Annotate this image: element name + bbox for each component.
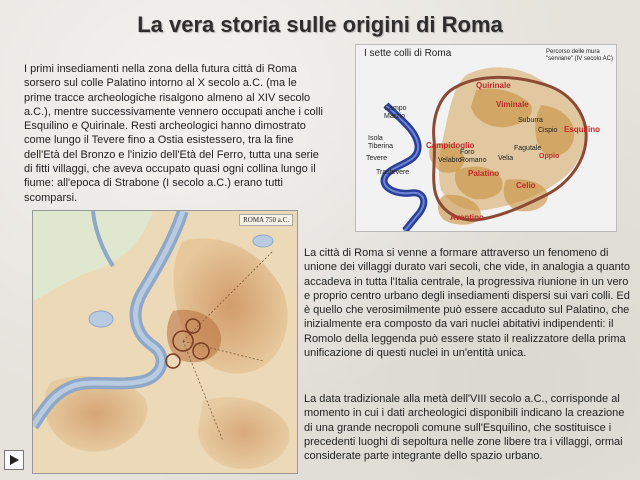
label-campo-marzio: Campo Marzio <box>384 105 407 120</box>
label-isola-tiberina: Isola Tiberina <box>368 135 394 150</box>
traditional-date-paragraph: La data tradizionale alla metà dell'VIII secolo a.C., corrisponde al momento in cui i dati archeologici disponibili indicano la creazione di una grande necropoli comune sull'Esquilino, che sostituisce i precedenti luoghi di sepoltura nelle zone libere tra i villaggi, ormai considerate parte integrante dello spazio urbano. <box>304 393 625 463</box>
label-trastevere: Trastevere <box>376 169 410 176</box>
rome-750bc-map-title: ROMA 750 a.C. <box>239 214 293 226</box>
play-icon <box>8 454 20 466</box>
label-quirinale: Quirinale <box>476 81 511 90</box>
label-fagutale: Fagutale <box>514 145 542 152</box>
label-tevere: Tevere <box>366 155 388 162</box>
label-aventino: Aventino <box>450 213 484 222</box>
rome-750bc-map-graphic <box>33 211 297 473</box>
label-campidoglio: Campidoglio <box>426 141 475 150</box>
label-velia: Velia <box>498 155 514 162</box>
label-esquilino: Esquilino <box>564 125 600 134</box>
tevere-river <box>384 105 424 231</box>
intro-paragraph: I primi insediamenti nella zona della futura città di Roma sorsero sul colle Palatino intorno al X secolo a.C. (ma le prime tracce archeologiche risalgono almeno al XIV secolo a.C.), mentre successivamente vennero occupati anche i colli Esquilino e Quirinale. Resti archeologici hanno dimostrato come lungo il Tevere fino a Ostia esistessero, tra la fine dell'Età del Bronzo e l'inizio dell'Età del Ferro, tutta una serie di fitti villaggi, che aveva occupato quasi ogni collina lungo il fiume: all'epoca di Strabone (I secolo a.C.) erano tutti scomparsi. <box>24 63 323 204</box>
unification-paragraph: La città di Roma si venne a formare attraverso un fenomeno di unione dei villaggi durato vari secoli, che vide, in analogia a quanto accadeva in tutta l'Italia centrale, la progressiva riunione in un vero e proprio centro urbano degli insediamenti dispersi sui vari colli. Ed è quello che verosimilmente può essere accaduto sul Palatino, che inizialmente era composto da vari nuclei abitativi indipendenti: il Romolo della leggenda può essere stato il realizzatore della prima unificazione di questi nuclei in un'entità unica. <box>304 247 630 360</box>
seven-hills-map <box>355 44 617 232</box>
label-velabro: Velabro <box>438 157 462 164</box>
label-foro: Foro Romano <box>460 149 487 164</box>
label-cispio: Cispio <box>538 127 558 134</box>
label-suburra: Suburra <box>518 117 543 124</box>
label-palatino: Palatino <box>468 169 500 178</box>
slide-title: La vera storia sulle origini di Roma <box>137 12 503 37</box>
next-slide-button[interactable] <box>4 450 24 470</box>
label-celio: Celio <box>516 181 536 190</box>
walls-legend: Percorso delle mura "serviane" (IV secolo AC) <box>546 49 613 62</box>
label-viminale: Viminale <box>496 100 529 109</box>
seven-hills-map-title: I sette colli di Roma <box>364 48 452 59</box>
rome-750bc-map <box>32 210 298 474</box>
label-oppio: Oppio <box>539 153 560 160</box>
